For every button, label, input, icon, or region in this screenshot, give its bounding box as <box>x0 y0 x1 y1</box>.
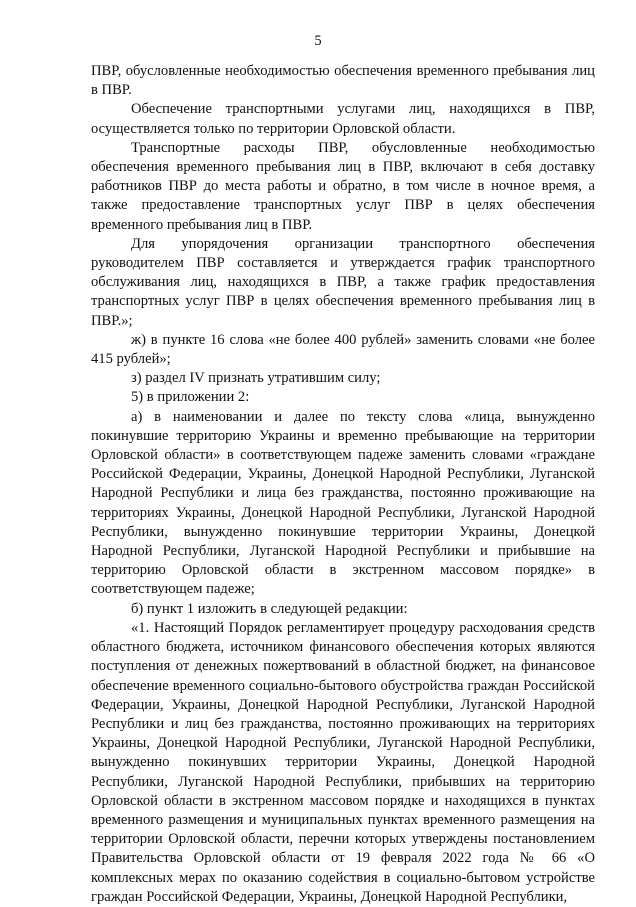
paragraph-5: ж) в пункте 16 слова «не более 400 рублей» заменить словами «не более 415 рублей»; <box>91 331 595 368</box>
paragraph-2: Обеспечение транспортными услугами лиц, находящихся в ПВР, осуществляется только по территории Орловской области. <box>91 101 595 137</box>
paragraph-4: Для упорядочения организации транспортного обеспечения руководителем ПВР составляется и утверждается график транспортного обслуживания лиц, находящихся в ПВР, а также график предоставления транспортных услуг ПВР в целях обеспечения временного пребывания лиц в ПВР.»; <box>91 235 595 329</box>
paragraph-1: ПВР, обусловленные необходимостью обеспечения временного пребывания лиц в ПВР. <box>91 63 595 99</box>
paragraph-9: б) пункт 1 изложить в следующей редакции: <box>131 600 408 617</box>
page-number: 5 <box>314 33 322 49</box>
document-body <box>91 62 595 907</box>
paragraph-7: 5) в приложении 2: <box>131 389 250 406</box>
paragraph-6: з) раздел IV признать утратившим силу; <box>131 370 381 387</box>
paragraph-8: а) в наименовании и далее по тексту слова «лица, вынужденно покинувшие территорию Украины и временно пребывающие на территории Орловской области» в соответствующем падеже заменить словами «граждане Российской Федерации, Украины, Донецкой Народной Республики, Луганской Народной Республики и лица без гражданства, постоянно проживающие на территориях Украины, Донецкой Народной Республики, Луганской Народной Республики, вынужденно покинувшие территории Украины, Донецкой Народной Республики, Луганской Народной Республики и прибывшие на территорию Орловской области в экстренном массовом порядке» в соответствующем падеже; <box>91 408 595 598</box>
paragraph-10: «1. Настоящий Порядок регламентирует процедуру расходования средств областного бюджета, источником финансового обеспечения которых являются поступления от денежных пожертвований в областной бюджет, на финансовое обеспечение временного социально-бытового обустройства граждан Российской Федерации, Украины, Донецкой Народной Республики, Луганской Народной Республики и лиц без гражданства, постоянно проживающих на территориях Украины, Донецкой Народной Республики, Луганской Народной Республики, вынужденно покинувших территории Украины, Донецкой Народной Республики, Луганской Народной Республики, прибывших на территорию Орловской области в экстренном массовом порядке и находящихся в пунктах временного размещения и муниципальных пунктах временного размещения на территории Орловской области, перечни которых утверждены постановлением Правительства Орловской области от 19 февраля 2022 года № 66 «О комплексных мерах по оказанию содействия в социально-бытовом устройстве граждан Российской Федерации, Украины, Донецкой Народной Республики, <box>91 619 595 905</box>
paragraph-3: Транспортные расходы ПВР, обусловленные необходимостью обеспечения временного пребывания лиц в ПВР, включают в себя доставку работников ПВР до места работы и обратно, в том числе в ночное время, а также предоставление транспортных услуг ПВР в целях обеспечения временного пребывания лиц в ПВР. <box>91 139 595 233</box>
